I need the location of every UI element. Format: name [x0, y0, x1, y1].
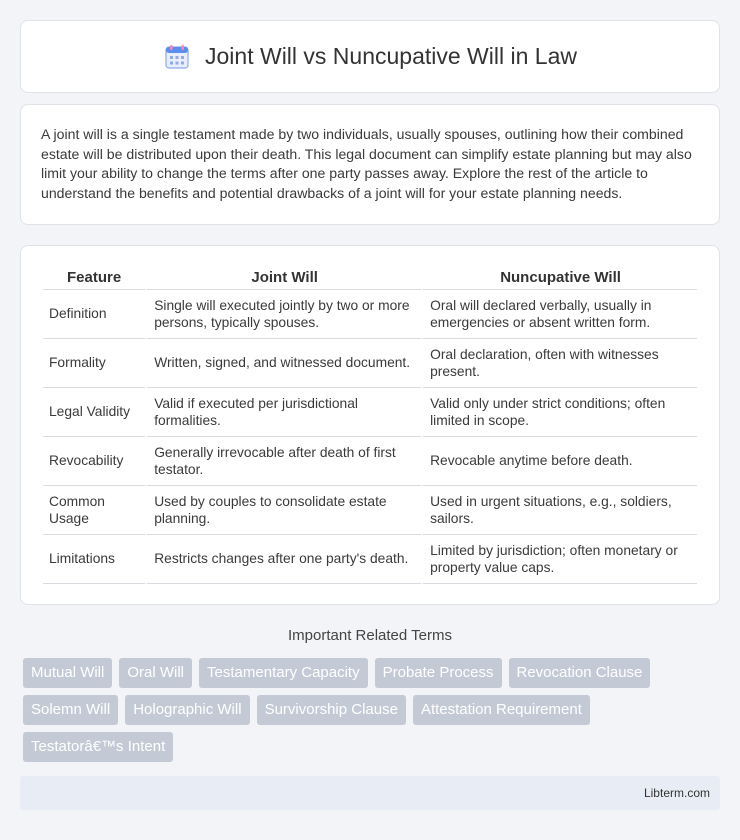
table-row: [43, 486, 697, 535]
header-nuncupative-will: Nuncupative Will: [421, 266, 697, 290]
table-row: [43, 290, 697, 339]
joint-will-cell: Restricts changes after one party's death.: [145, 535, 421, 584]
related-term-tag[interactable]: Survivorship Clause: [257, 695, 406, 725]
related-term-tag[interactable]: Revocation Clause: [509, 658, 651, 688]
nuncupative-will-cell: Oral declaration, often with witnesses present.: [421, 339, 697, 388]
feature-cell: Legal Validity: [43, 388, 145, 437]
table-row: [43, 535, 697, 584]
footer: [20, 776, 720, 810]
nuncupative-will-cell: Oral will declared verbally, usually in emergencies or absent written form.: [421, 290, 697, 339]
table-row: [43, 437, 697, 486]
related-term-tag[interactable]: Mutual Will: [23, 658, 112, 688]
calendar-icon: [163, 43, 191, 71]
feature-cell: Definition: [43, 290, 145, 339]
joint-will-cell: Used by couples to consolidate estate planning.: [145, 486, 421, 535]
header-joint-will: Joint Will: [145, 266, 421, 290]
table-row: [43, 388, 697, 437]
related-term-tag[interactable]: Holographic Will: [125, 695, 249, 725]
title-card: [20, 20, 720, 93]
related-terms-list: [23, 658, 723, 762]
nuncupative-will-cell: Valid only under strict conditions; often limited in scope.: [421, 388, 697, 437]
nuncupative-will-cell: Revocable anytime before death.: [421, 437, 697, 486]
related-term-tag[interactable]: Testamentary Capacity: [199, 658, 368, 688]
feature-cell: Revocability: [43, 437, 145, 486]
header-feature: Feature: [43, 266, 145, 290]
feature-cell: Limitations: [43, 535, 145, 584]
table-row: [43, 339, 697, 388]
related-term-tag[interactable]: Testatorâ€™s Intent: [23, 732, 173, 762]
joint-will-cell: Valid if executed per jurisdictional formalities.: [145, 388, 421, 437]
feature-cell: Formality: [43, 339, 145, 388]
nuncupative-will-cell: Used in urgent situations, e.g., soldiers, sailors.: [421, 486, 697, 535]
intro-text: A joint will is a single testament made by two individuals, usually spouses, outlining how their combined estate will be distributed upon their death. This legal document can simplify estate planning but may also limit your ability to change the terms after one party passes away. Explore the rest of the article to understand the benefits and potential drawbacks of a joint will for your estate planning needs.: [41, 126, 692, 201]
comparison-table: [43, 266, 697, 584]
page-title: Joint Will vs Nuncupative Will in Law: [205, 43, 577, 69]
related-term-tag[interactable]: Solemn Will: [23, 695, 118, 725]
nuncupative-will-cell: Limited by jurisdiction; often monetary or property value caps.: [421, 535, 697, 584]
comparison-table-card: [20, 245, 720, 605]
related-term-tag[interactable]: Attestation Requirement: [413, 695, 590, 725]
footer-site-link[interactable]: Libterm.com: [643, 786, 710, 800]
intro-card: [20, 104, 720, 225]
joint-will-cell: Written, signed, and witnessed document.: [145, 339, 421, 388]
related-terms-title: Important Related Terms: [288, 627, 452, 644]
related-term-tag[interactable]: Probate Process: [375, 658, 502, 688]
table-header-row: [43, 266, 697, 290]
joint-will-cell: Single will executed jointly by two or more persons, typically spouses.: [145, 290, 421, 339]
joint-will-cell: Generally irrevocable after death of first testator.: [145, 437, 421, 486]
feature-cell: Common Usage: [43, 486, 145, 535]
related-term-tag[interactable]: Oral Will: [119, 658, 192, 688]
